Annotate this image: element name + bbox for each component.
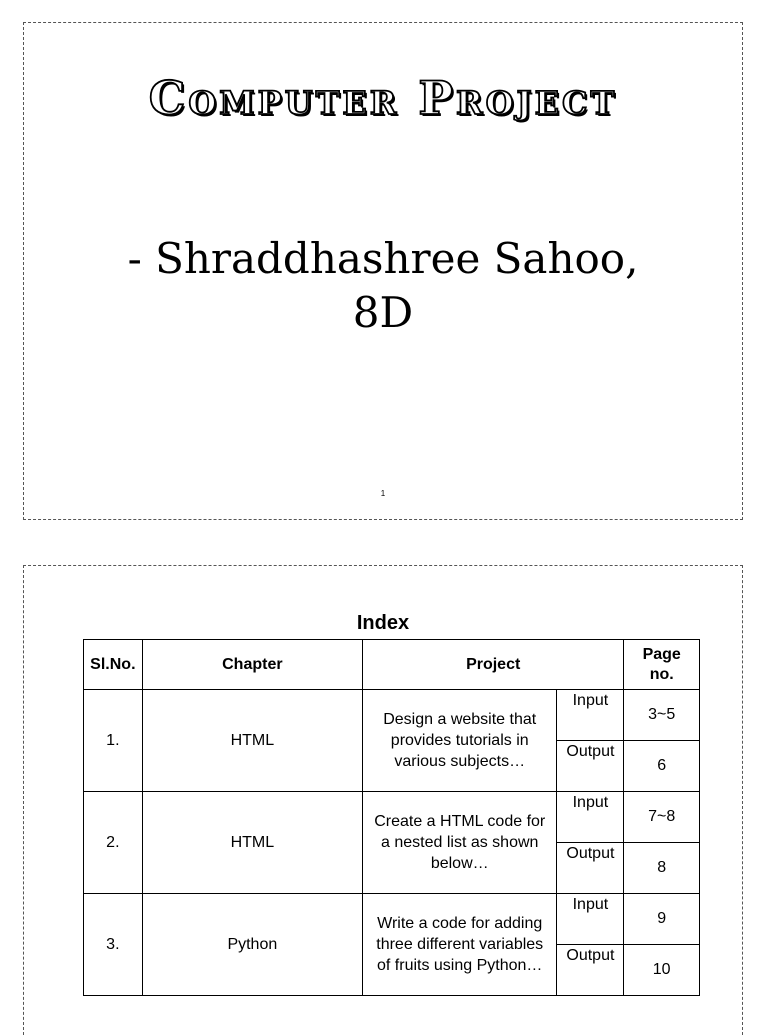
cell-output-label: Output xyxy=(557,945,624,996)
header-slno: Sl.No. xyxy=(84,640,143,690)
cell-output-label: Output xyxy=(557,741,624,792)
cell-output-page: 8 xyxy=(624,843,700,894)
author-block xyxy=(24,231,742,341)
page-number: 1 xyxy=(380,489,386,498)
header-page: Page no. xyxy=(624,640,700,690)
author-name: - Shraddhashree Sahoo, xyxy=(127,234,639,283)
header-chapter: Chapter xyxy=(142,640,362,690)
cell-project: Create a HTML code for a nested list as shown below… xyxy=(363,792,557,894)
cell-input-label: Input xyxy=(557,792,624,843)
cell-chapter: HTML xyxy=(142,792,362,894)
table-row xyxy=(84,894,700,945)
table-header-row xyxy=(84,640,700,690)
cover-title: Computer Project xyxy=(148,71,618,125)
cell-input-label: Input xyxy=(557,894,624,945)
cell-chapter: Python xyxy=(142,894,362,996)
table-row xyxy=(84,792,700,843)
cell-slno: 2. xyxy=(84,792,143,894)
header-project: Project xyxy=(363,640,624,690)
table-row xyxy=(84,690,700,741)
cell-chapter: HTML xyxy=(142,690,362,792)
author-class: 8D xyxy=(352,288,414,337)
cell-input-label: Input xyxy=(557,690,624,741)
cell-slno: 1. xyxy=(84,690,143,792)
cell-project: Design a website that provides tutorials in various subjects… xyxy=(363,690,557,792)
cell-output-page: 10 xyxy=(624,945,700,996)
cell-input-page: 3~5 xyxy=(624,690,700,741)
cell-slno: 3. xyxy=(84,894,143,996)
cell-input-page: 7~8 xyxy=(624,792,700,843)
index-page xyxy=(23,565,743,1035)
cell-project: Write a code for adding three different variables of fruits using Python… xyxy=(363,894,557,996)
cell-input-page: 9 xyxy=(624,894,700,945)
cell-output-page: 6 xyxy=(624,741,700,792)
index-title: Index xyxy=(356,612,410,634)
cell-output-label: Output xyxy=(557,843,624,894)
cover-page xyxy=(23,22,743,520)
index-table xyxy=(83,639,700,996)
